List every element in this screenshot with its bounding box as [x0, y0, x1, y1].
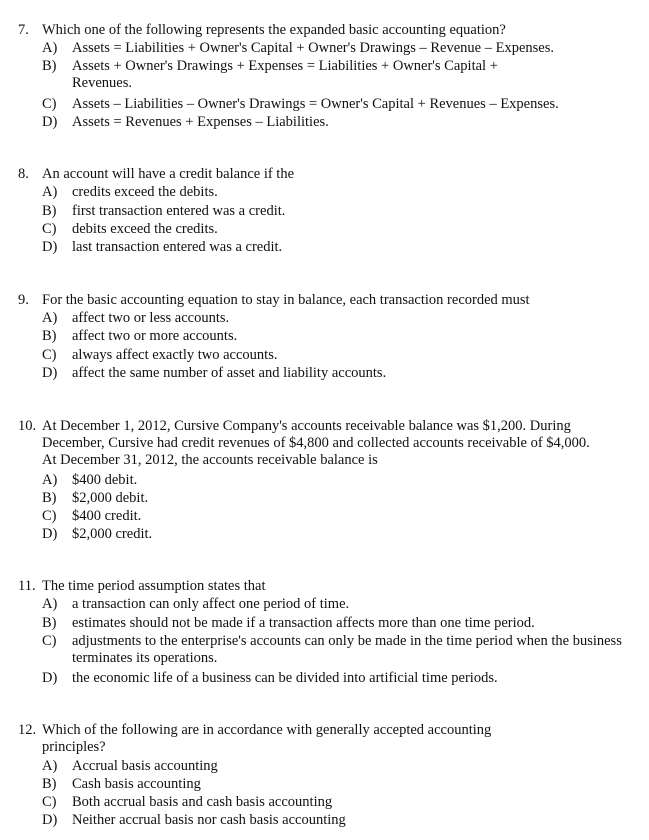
option-text: Assets = Liabilities + Owner's Capital + Owner's Drawings – Revenue – Expenses. — [72, 40, 554, 56]
option-letter: C) — [42, 508, 57, 524]
option-text: Assets + Owner's Drawings + Expenses = Liabilities + Owner's Capital + Revenues. — [72, 58, 498, 91]
option-letter: A) — [42, 310, 58, 326]
option-text: Assets – Liabilities – Owner's Drawings = Owner's Capital + Revenues – Expenses. — [72, 96, 559, 112]
option-letter: B) — [42, 328, 57, 344]
option-letter: D) — [42, 365, 58, 381]
question-stem: Which of the following are in accordance with generally accepted accounting principles? — [42, 722, 492, 755]
question-stem: The time period assumption states that — [42, 578, 266, 594]
question-stem: Which one of the following represents the expanded basic accounting equation? — [42, 22, 506, 38]
question-stem: An account will have a credit balance if the — [42, 166, 295, 182]
option-text: affect two or less accounts. — [72, 310, 230, 326]
option-text: the economic life of a business can be divided into artificial time periods. — [72, 670, 498, 686]
option-letter: A) — [42, 472, 58, 488]
option-text: Accrual basis accounting — [72, 758, 218, 774]
question-stem: For the basic accounting equation to stay in balance, each transaction recorded must — [42, 292, 530, 308]
option-text: first transaction entered was a credit. — [72, 203, 286, 219]
option-text: always affect exactly two accounts. — [72, 347, 278, 363]
option-letter: B) — [42, 490, 57, 506]
option-letter: B) — [42, 776, 57, 792]
question-stem: At December 1, 2012, Cursive Company's accounts receivable balance was $1,200. During December, Cursive had credit revenues of $4,800 and collected accounts receivable of $4,000. At December 31, 2012, the accounts receivable balance is — [42, 418, 590, 468]
option-text: $2,000 credit. — [72, 526, 153, 542]
option-letter: A) — [42, 758, 58, 774]
option-letter: C) — [42, 633, 57, 649]
option-text: last transaction entered was a credit. — [72, 239, 283, 255]
option-letter: B) — [42, 615, 57, 631]
option-letter: A) — [42, 596, 58, 612]
option-letter: A) — [42, 40, 58, 56]
option-text: Both accrual basis and cash basis accounting — [72, 794, 333, 810]
option-text: $400 credit. — [72, 508, 142, 524]
option-letter: C) — [42, 221, 57, 237]
option-text: $2,000 debit. — [72, 490, 149, 506]
option-letter: C) — [42, 96, 57, 112]
option-text: debits exceed the credits. — [72, 221, 218, 237]
option-letter: D) — [42, 239, 58, 255]
question-number: 9. — [18, 292, 29, 308]
option-letter: C) — [42, 347, 57, 363]
option-text: $400 debit. — [72, 472, 138, 488]
option-text: affect the same number of asset and liability accounts. — [72, 365, 387, 381]
option-text: Neither accrual basis nor cash basis accounting — [72, 812, 346, 828]
option-letter: A) — [42, 184, 58, 200]
option-text: a transaction can only affect one period of time. — [72, 596, 350, 612]
option-text: estimates should not be made if a transaction affects more than one time period. — [72, 615, 535, 631]
option-letter: C) — [42, 794, 57, 810]
option-letter: D) — [42, 114, 58, 130]
question-number: 10. — [18, 418, 37, 434]
option-letter: B) — [42, 203, 57, 219]
question-number: 12. — [18, 722, 37, 738]
option-text: Cash basis accounting — [72, 776, 201, 792]
option-text: Assets = Revenues + Expenses – Liabilities. — [72, 114, 329, 130]
option-letter: D) — [42, 670, 58, 686]
option-text: adjustments to the enterprise's accounts can only be made in the time period when the business terminates its operations. — [72, 633, 622, 666]
option-text: credits exceed the debits. — [72, 184, 218, 200]
question-number: 8. — [18, 166, 29, 182]
question-number: 11. — [18, 578, 36, 594]
option-letter: D) — [42, 812, 58, 828]
option-text: affect two or more accounts. — [72, 328, 238, 344]
option-letter: D) — [42, 526, 58, 542]
option-letter: B) — [42, 58, 57, 74]
question-number: 7. — [18, 22, 29, 38]
